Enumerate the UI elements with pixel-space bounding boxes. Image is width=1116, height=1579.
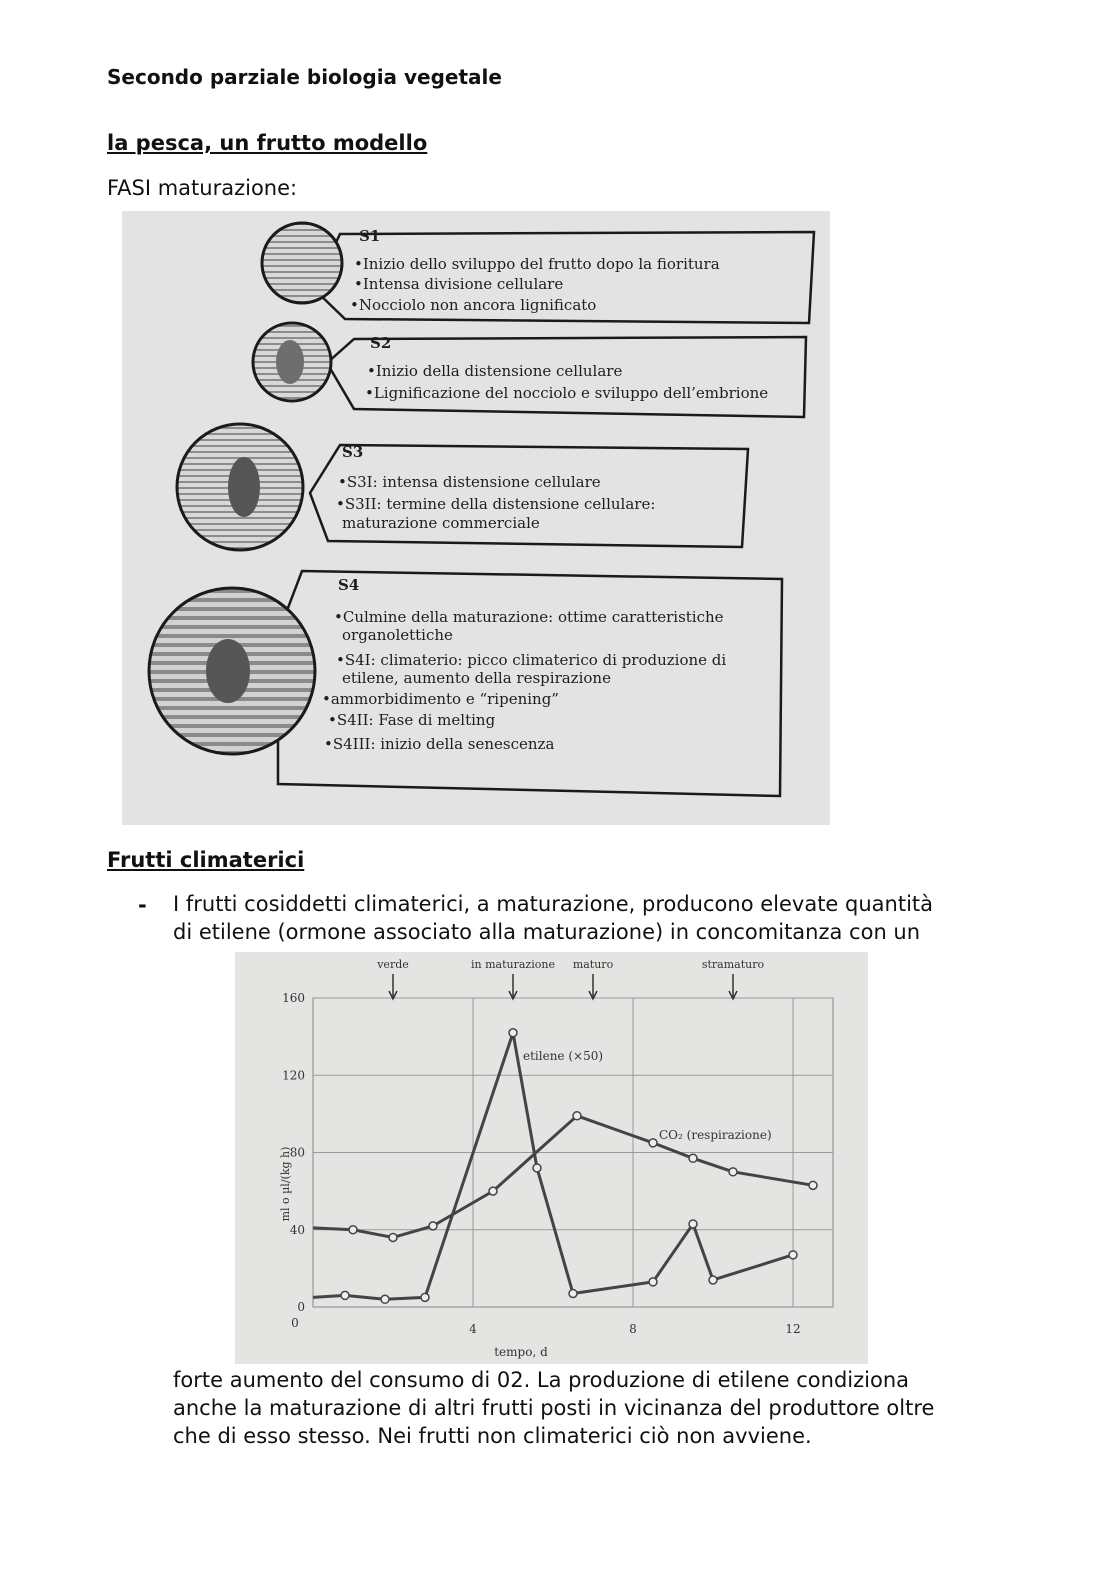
stage-s1-label: S1	[359, 227, 381, 245]
co2-point	[429, 1222, 437, 1230]
climacteric-chart-figure	[235, 952, 868, 1364]
section-heading-peach: la pesca, un frutto modello	[107, 131, 428, 155]
y-tick-label: 160	[282, 991, 305, 1005]
stage-s4-line: •S4III: inizio della senescenza	[324, 735, 555, 753]
ethylene-point	[509, 1029, 517, 1037]
ethylene-line	[313, 1033, 793, 1300]
y-tick-label: 40	[289, 1222, 305, 1237]
stage-s1-line: •Nocciolo non ancora lignificato	[350, 296, 597, 314]
y-tick-label: 120	[282, 1068, 305, 1083]
stage-s1-circle	[262, 223, 342, 303]
co2-point	[689, 1154, 697, 1162]
y-tick-label: 80	[289, 1145, 305, 1160]
phases-intro: FASI maturazione:	[107, 176, 298, 200]
co2-point	[809, 1181, 817, 1189]
paragraph-line: di etilene (ormone associato alla maturazione) in concomitanza con un	[173, 920, 921, 944]
stage-s4-line: •ammorbidimento e “ripening”	[322, 690, 559, 708]
series-label-ethylene: etilene (×50)	[523, 1049, 604, 1063]
stage-s4-label: S4	[338, 576, 360, 594]
stage-s3-line: maturazione commerciale	[342, 514, 540, 532]
x-tick-label: 4	[469, 1322, 477, 1336]
co2-point	[729, 1168, 737, 1176]
x-tick-label: 0	[291, 1316, 299, 1330]
y-tick-label: 0	[297, 1300, 305, 1314]
ethylene-point	[341, 1291, 349, 1299]
co2-point	[649, 1139, 657, 1147]
climacteric-chart	[235, 952, 868, 1364]
stage-s4-line: •S4II: Fase di melting	[328, 711, 496, 729]
co2-point	[573, 1112, 581, 1120]
stage-s4-line: organolettiche	[342, 626, 453, 644]
stage-marker-label: verde	[377, 958, 409, 971]
y-axis-label: ml o µl/(kg h)	[279, 1146, 292, 1222]
ethylene-point	[381, 1295, 389, 1303]
series-label-co2: CO₂ (respirazione)	[659, 1128, 772, 1142]
ripening-phases-figure	[122, 211, 830, 825]
stage-s2-label: S2	[370, 334, 392, 352]
x-axis-label: tempo, d	[494, 1345, 548, 1359]
stage-marker-label: in maturazione	[471, 958, 555, 971]
stage-s4-line: •Culmine della maturazione: ottime caratteristiche	[334, 608, 724, 626]
stage-marker-label: stramaturo	[701, 958, 765, 971]
stage-s1-line: •Inizio dello sviluppo del frutto dopo la fioritura	[354, 255, 720, 273]
ethylene-point	[421, 1293, 429, 1301]
co2-point	[349, 1226, 357, 1234]
section-heading-climacteric: Frutti climaterici	[107, 848, 305, 872]
ethylene-point	[649, 1278, 657, 1286]
stage-s3-label: S3	[342, 443, 364, 461]
stage-s4-line: etilene, aumento della respirazione	[342, 669, 611, 687]
bullet-marker: -	[138, 893, 147, 917]
ethylene-point	[689, 1220, 697, 1228]
x-tick-label: 8	[629, 1322, 637, 1336]
stage-s1-line: •Intensa divisione cellulare	[354, 275, 564, 293]
co2-point	[389, 1233, 397, 1241]
co2-point	[489, 1187, 497, 1195]
paragraph-line: I frutti cosiddetti climaterici, a maturazione, producono elevate quantità	[173, 892, 934, 916]
stage-marker-label: maturo	[572, 958, 614, 971]
ethylene-point	[709, 1276, 717, 1284]
stage-s4-line: •S4I: climaterio: picco climaterico di produzione di	[336, 651, 727, 669]
ethylene-point	[569, 1289, 577, 1297]
ethylene-point	[789, 1251, 797, 1259]
document-title: Secondo parziale biologia vegetale	[107, 65, 502, 89]
stage-s2-line: •Inizio della distensione cellulare	[367, 362, 623, 380]
x-tick-label: 12	[785, 1322, 801, 1336]
paragraph-line: forte aumento del consumo di 02. La produzione di etilene condiziona	[173, 1368, 910, 1392]
paragraph-line: che di esso stesso. Nei frutti non climaterici ciò non avviene.	[173, 1424, 812, 1448]
stage-s3-line: •S3II: termine della distensione cellulare:	[336, 495, 656, 513]
ethylene-point	[533, 1164, 541, 1172]
paragraph-line: anche la maturazione di altri frutti posti in vicinanza del produttore oltre	[173, 1396, 935, 1420]
stage-s3-line: •S3I: intensa distensione cellulare	[338, 473, 601, 491]
stage-s2-line: •Lignificazione del nocciolo e sviluppo dell’embrione	[365, 384, 769, 402]
